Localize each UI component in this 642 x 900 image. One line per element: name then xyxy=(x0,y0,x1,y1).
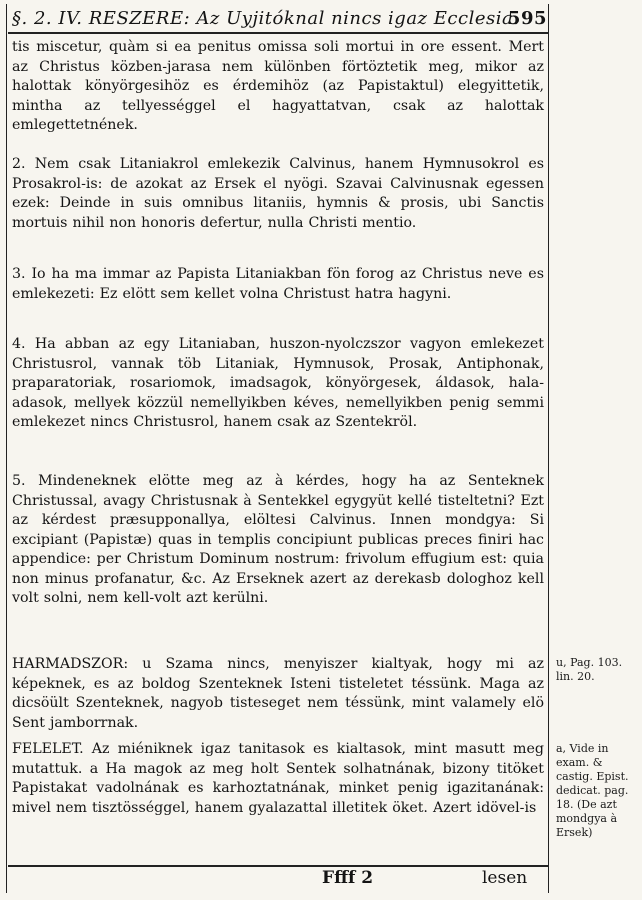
paragraph-3: 3. Io ha ma immar az Papista Litaniakban fön forog az Christus neve es emlekezeti: Ez elött sem kellet volna Christust hatra hagyni. xyxy=(12,266,544,302)
paragraph-harmadszor: HARMADSZOR: u Szama nincs, menyiszer kialtyak, hogy mi az képeknek, es az boldog Szenteknek Isteni tisteletet téssünk. Maga az dicsöült Szenteknek, nagyob tisteseget nem téssünk, mint valamely elö Sent jamborrnak. xyxy=(12,656,544,731)
header-rule xyxy=(8,32,549,34)
header-title: Az Uyjitóknal nincs igaz Ecclesia. xyxy=(196,8,520,29)
margin-note-u: u, Pag. 103. lin. 20. xyxy=(556,656,623,683)
running-header xyxy=(12,8,547,34)
paragraph-2: 2. Nem csak Litaniakrol emlekezik Calvinus, hanem Hymnusokrol es Prosakrol-is: de azokat az Ersek el nyögi. Szavai Calvinusnak egessen ezek: Deinde in suis omnibus litaniis, hymnis & prosis, ubi Sanctis mortuis nihil non honoris defertur, nulla Christi mentio. xyxy=(12,156,544,231)
page-number: 595 xyxy=(507,8,547,29)
header-section: §. 2. IV. RESZERE: xyxy=(12,8,191,29)
catchword: lesen xyxy=(482,868,528,888)
paragraph-continued: tis miscetur, quàm si ea penitus omissa soli mortui in ore essent. Mert az Christus közben-jarasa nem különben förtöztetik meg, mikor az halottak könyörgesihöz es érdemihöz (az Papistaktul) elegyittetik, mintha az tellyességgel el hagyattatvan, csak az halottak emlegettetnének. xyxy=(12,39,544,133)
paragraph-felelet: FELELET. Az miéniknek igaz tanitasok es kialtasok, mint masutt meg mutattuk. a Ha magok az meg holt Sentek solhatnának, bizony titöket Papistakat vadolnának es karhoztatnának, minket penig igazitanának: mivel nem tisztösséggel, hanem gyalazattal illetitek öket. Azert idövel-is xyxy=(12,741,544,816)
paragraph-5: 5. Mindeneknek elötte meg az à kérdes, hogy ha az Senteknek Christussal, avagy Christusnak à Sentekkel egygyüt kellé tisteltetni? Ezt az kérdest præsupponallya, elöltesi Calvinus. Innen mondgya: Si excipiant (Papistæ) quas in templis concipiunt publicas preces finiri hac appendice: per Christum Dominum nostrum: frivolum effugium est: quia non minus profanatur, &c. Az Erseknek azert az derekasb dologhoz kell volt solni, nem kell-volt azt kerülni. xyxy=(12,473,544,606)
signature-mark: Ffff 2 xyxy=(322,868,374,888)
footer-rule xyxy=(8,865,549,867)
paragraph-4: 4. Ha abban az egy Litaniaban, huszon-nyolczszor vagyon emlekezet Christusrol, vannak töb Litaniak, Hymnusok, Prosak, Antiphonak, praparatoriak, rosariomok, imadsagok, könyörgesek, áldasok, hala-adasok, mellyek közzül nemellyikben kéves, nemellyikben penig semmi emlekezet nincs Christusrol, hanem csak az Szentekröl. xyxy=(12,336,544,430)
margin-note-a: a, Vide in exam. & castig. Epist. dedicat. pag. 18. (De azt mondgya à Ersek) xyxy=(556,742,629,839)
